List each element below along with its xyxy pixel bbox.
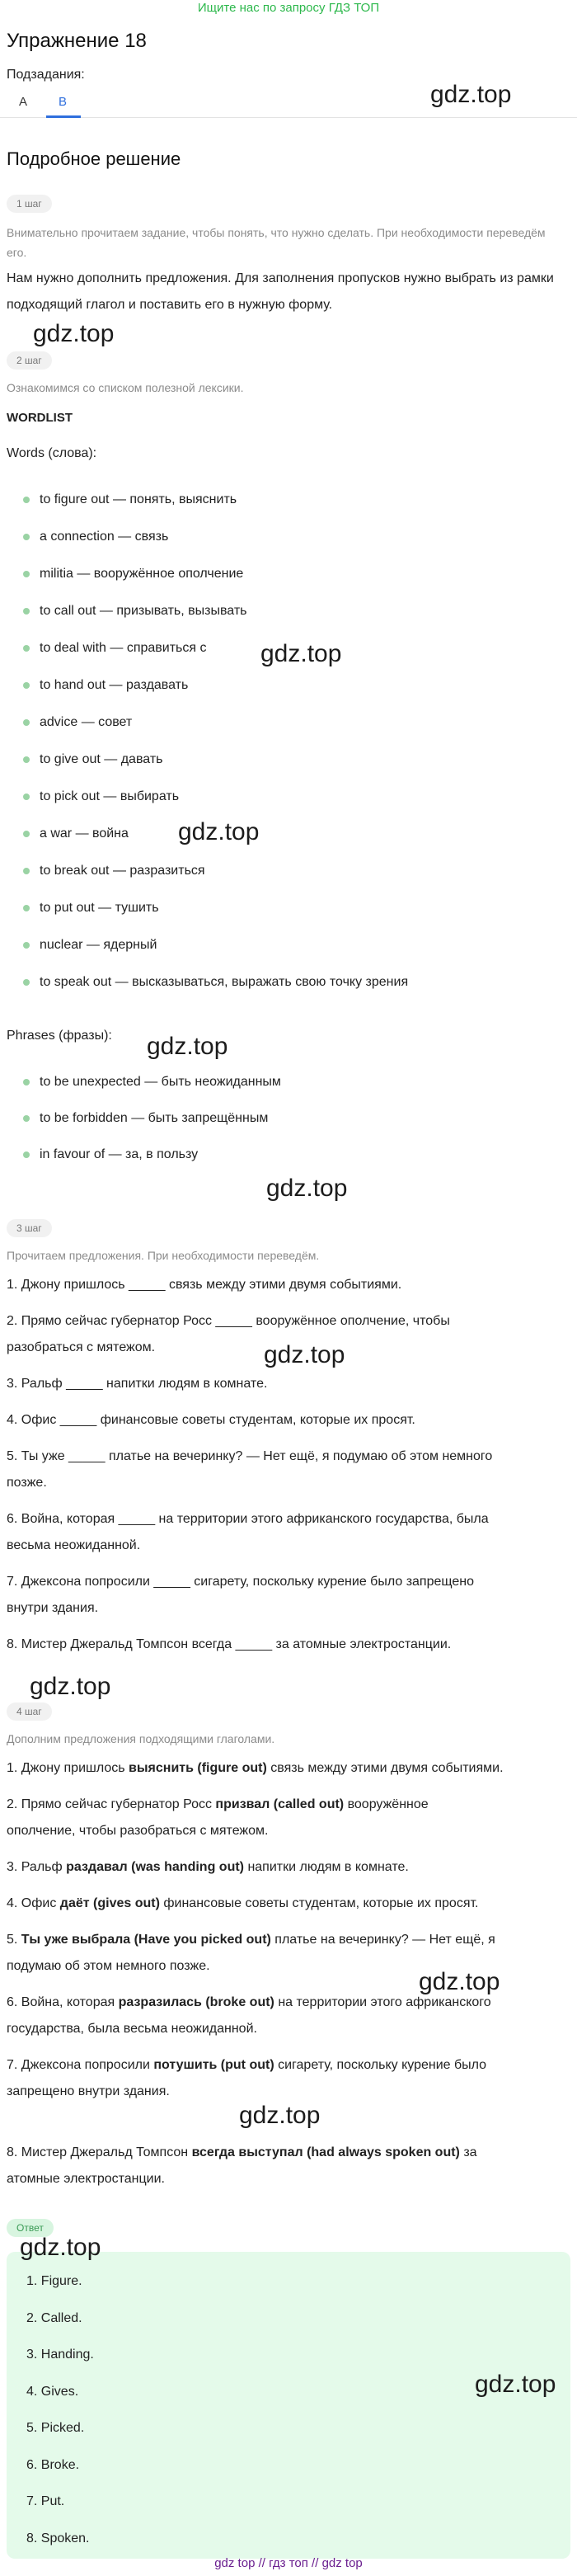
answer-line-8: 8. Мистер Джеральд Томпсон всегда выступал (had always spoken out) за xyxy=(7,2145,477,2159)
phrase-bullet xyxy=(23,1115,30,1122)
word-item: to hand out — раздавать xyxy=(40,678,189,692)
sentence-3: 3. Ральф _____ напитки людям в комнате. xyxy=(7,1377,268,1391)
word-item: to break out — разразиться xyxy=(40,864,205,878)
sentence-7-cont: внутри здания. xyxy=(7,1601,99,1615)
footer-sep-1: // xyxy=(258,2556,265,2570)
word-bullet xyxy=(23,905,30,911)
step3-note: Прочитаем предложения. При необходимости переведём. xyxy=(7,1249,320,1262)
word-item: advice — совет xyxy=(40,715,133,729)
sentence-5: 5. Ты уже _____ платье на вечеринку? — Нет ещё, я подумаю об этом немного xyxy=(7,1449,493,1463)
page-title: Упражнение 18 xyxy=(7,30,147,52)
phrase-item: in favour of — за, в пользу xyxy=(40,1147,199,1161)
answer-item: 4. Gives. xyxy=(26,2384,79,2399)
answer-item: 6. Broke. xyxy=(26,2457,80,2472)
tabs-divider xyxy=(0,117,577,118)
words-label: Words (слова): xyxy=(7,446,97,460)
tab-a[interactable]: A xyxy=(18,95,27,109)
answer-line-7-cont: запрещено внутри здания. xyxy=(7,2084,170,2098)
answer-item: 2. Called. xyxy=(26,2310,82,2325)
word-bullet xyxy=(23,756,30,763)
answer-line-2: 2. Прямо сейчас губернатор Росс призвал (called out) вооружённое xyxy=(7,1797,429,1811)
word-bullet xyxy=(23,794,30,800)
step4-note: Дополним предложения подходящими глаголами. xyxy=(7,1732,275,1745)
watermark: gdz.top xyxy=(147,1033,228,1060)
step-badge-1: 1 шаг xyxy=(7,195,52,213)
footer-sep-2: // xyxy=(312,2556,319,2570)
word-bullet xyxy=(23,534,30,540)
sentence-1: 1. Джону пришлось _____ связь между этими двумя событиями. xyxy=(7,1278,402,1292)
sentence-4: 4. Офис _____ финансовые советы студентам, которые их просят. xyxy=(7,1413,415,1427)
answer-line-1: 1. Джону пришлось выяснить (figure out) связь между этими двумя событиями. xyxy=(7,1761,504,1775)
answer-line-5: 5. Ты уже выбрала (Have you picked out) платье на вечеринку? — Нет ещё, я xyxy=(7,1933,495,1947)
step2-note: Ознакомимся со списком полезной лексики. xyxy=(7,381,244,394)
word-item: to deal with — справиться с xyxy=(40,641,207,655)
watermark: gdz.top xyxy=(260,640,342,667)
word-item: to speak out — высказываться, выражать свою точку зрения xyxy=(40,975,409,989)
watermark: gdz.top xyxy=(264,1341,345,1368)
watermark: gdz.top xyxy=(266,1175,348,1202)
word-item: a connection — связь xyxy=(40,530,169,544)
answer-line-6-cont: государства, была весьма неожиданной. xyxy=(7,2022,257,2036)
phrase-bullet xyxy=(23,1079,30,1085)
watermark: gdz.top xyxy=(30,1673,111,1700)
footer-link-2[interactable]: гдз топ xyxy=(269,2556,308,2570)
search-banner: Ищите нас по запросу ГДЗ ТОП xyxy=(197,1,380,15)
watermark: gdz.top xyxy=(475,2371,556,2398)
word-item: to call out — призывать, вызывать xyxy=(40,604,247,618)
section-title: Подробное решение xyxy=(7,148,181,169)
word-bullet xyxy=(23,719,30,726)
answer-line-8-cont: атомные электростанции. xyxy=(7,2172,165,2186)
tab-active-indicator xyxy=(46,115,81,118)
footer-link-3[interactable]: gdz top xyxy=(321,2556,363,2570)
word-item: nuclear — ядерный xyxy=(40,938,157,952)
answer-badge: Ответ xyxy=(7,2219,54,2237)
word-bullet xyxy=(23,979,30,986)
watermark: gdz.top xyxy=(178,818,260,845)
phrase-item: to be forbidden — быть запрещённым xyxy=(40,1111,269,1125)
answer-item: 1. Figure. xyxy=(26,2274,82,2288)
footer-link-1[interactable]: gdz top xyxy=(214,2556,256,2570)
sentence-2: 2. Прямо сейчас губернатор Росс _____ вооружённое ополчение, чтобы xyxy=(7,1314,450,1328)
word-item: to pick out — выбирать xyxy=(40,789,180,803)
answer-item: 7. Put. xyxy=(26,2494,65,2508)
footer-links xyxy=(0,2555,577,2572)
word-bullet xyxy=(23,831,30,837)
word-bullet xyxy=(23,868,30,874)
answer-line-2-cont: ополчение, чтобы разобраться с мятежом. xyxy=(7,1824,269,1838)
phrase-item: to be unexpected — быть неожиданным xyxy=(40,1075,281,1089)
word-item: militia — вооружённое ополчение xyxy=(40,567,244,581)
answer-line-7: 7. Джексона попросили потушить (put out) сигарету, поскольку курение было xyxy=(7,2058,487,2072)
sentence-7: 7. Джексона попросили _____ сигарету, поскольку курение было запрещено xyxy=(7,1575,474,1589)
step1-note: Внимательно прочитаем задание, чтобы понять, что нужно сделать. При необходимости переведём его. xyxy=(7,226,546,259)
tab-b[interactable]: B xyxy=(58,95,67,109)
word-bullet xyxy=(23,571,30,577)
sentence-8: 8. Мистер Джеральд Томпсон всегда _____ за атомные электростанции. xyxy=(7,1637,452,1651)
answer-line-5-cont: подумаю об этом немного позже. xyxy=(7,1959,210,1973)
answer-line-3: 3. Ральф раздавал (was handing out) напитки людям в комнате. xyxy=(7,1860,409,1874)
step-badge-4: 4 шаг xyxy=(7,1702,52,1721)
sentence-5-cont: позже. xyxy=(7,1476,47,1490)
word-bullet xyxy=(23,682,30,689)
answer-line-4: 4. Офис даёт (gives out) финансовые советы студентам, которые их просят. xyxy=(7,1896,479,1910)
word-item: to give out — давать xyxy=(40,752,163,766)
step1-text: Нам нужно дополнить предложения. Для заполнения пропусков нужно выбрать из рамки подходящий глагол и поставить его в нужную форму. xyxy=(7,271,554,312)
word-item: to put out — тушить xyxy=(40,901,159,915)
word-bullet xyxy=(23,608,30,615)
word-item: to figure out — понять, выяснить xyxy=(40,492,237,506)
word-item: a war — война xyxy=(40,826,129,841)
word-bullet xyxy=(23,942,30,949)
answer-item: 3. Handing. xyxy=(26,2348,94,2362)
word-bullet xyxy=(23,645,30,652)
step-badge-2: 2 шаг xyxy=(7,351,52,370)
step-badge-3: 3 шаг xyxy=(7,1219,52,1237)
answer-line-6: 6. Война, которая разразилась (broke out) на территории этого африканского xyxy=(7,1995,491,2009)
sentence-2-cont: разобраться с мятежом. xyxy=(7,1340,156,1354)
phrases-label: Phrases (фразы): xyxy=(7,1029,112,1043)
watermark: gdz.top xyxy=(419,1968,500,1995)
subtasks-label: Подзадания: xyxy=(7,68,85,82)
sentence-6-cont: весьма неожиданной. xyxy=(7,1538,141,1552)
wordlist-title: WORDLIST xyxy=(7,411,73,425)
answer-box xyxy=(7,2252,570,2559)
word-bullet xyxy=(23,497,30,503)
sentence-6: 6. Война, которая _____ на территории этого африканского государства, была xyxy=(7,1512,489,1526)
watermark: gdz.top xyxy=(33,320,115,347)
watermark: gdz.top xyxy=(20,2234,101,2261)
answer-item: 8. Spoken. xyxy=(26,2531,90,2545)
answer-item: 5. Picked. xyxy=(26,2421,85,2435)
phrase-bullet xyxy=(23,1151,30,1158)
watermark: gdz.top xyxy=(430,81,512,108)
watermark: gdz.top xyxy=(239,2102,321,2129)
